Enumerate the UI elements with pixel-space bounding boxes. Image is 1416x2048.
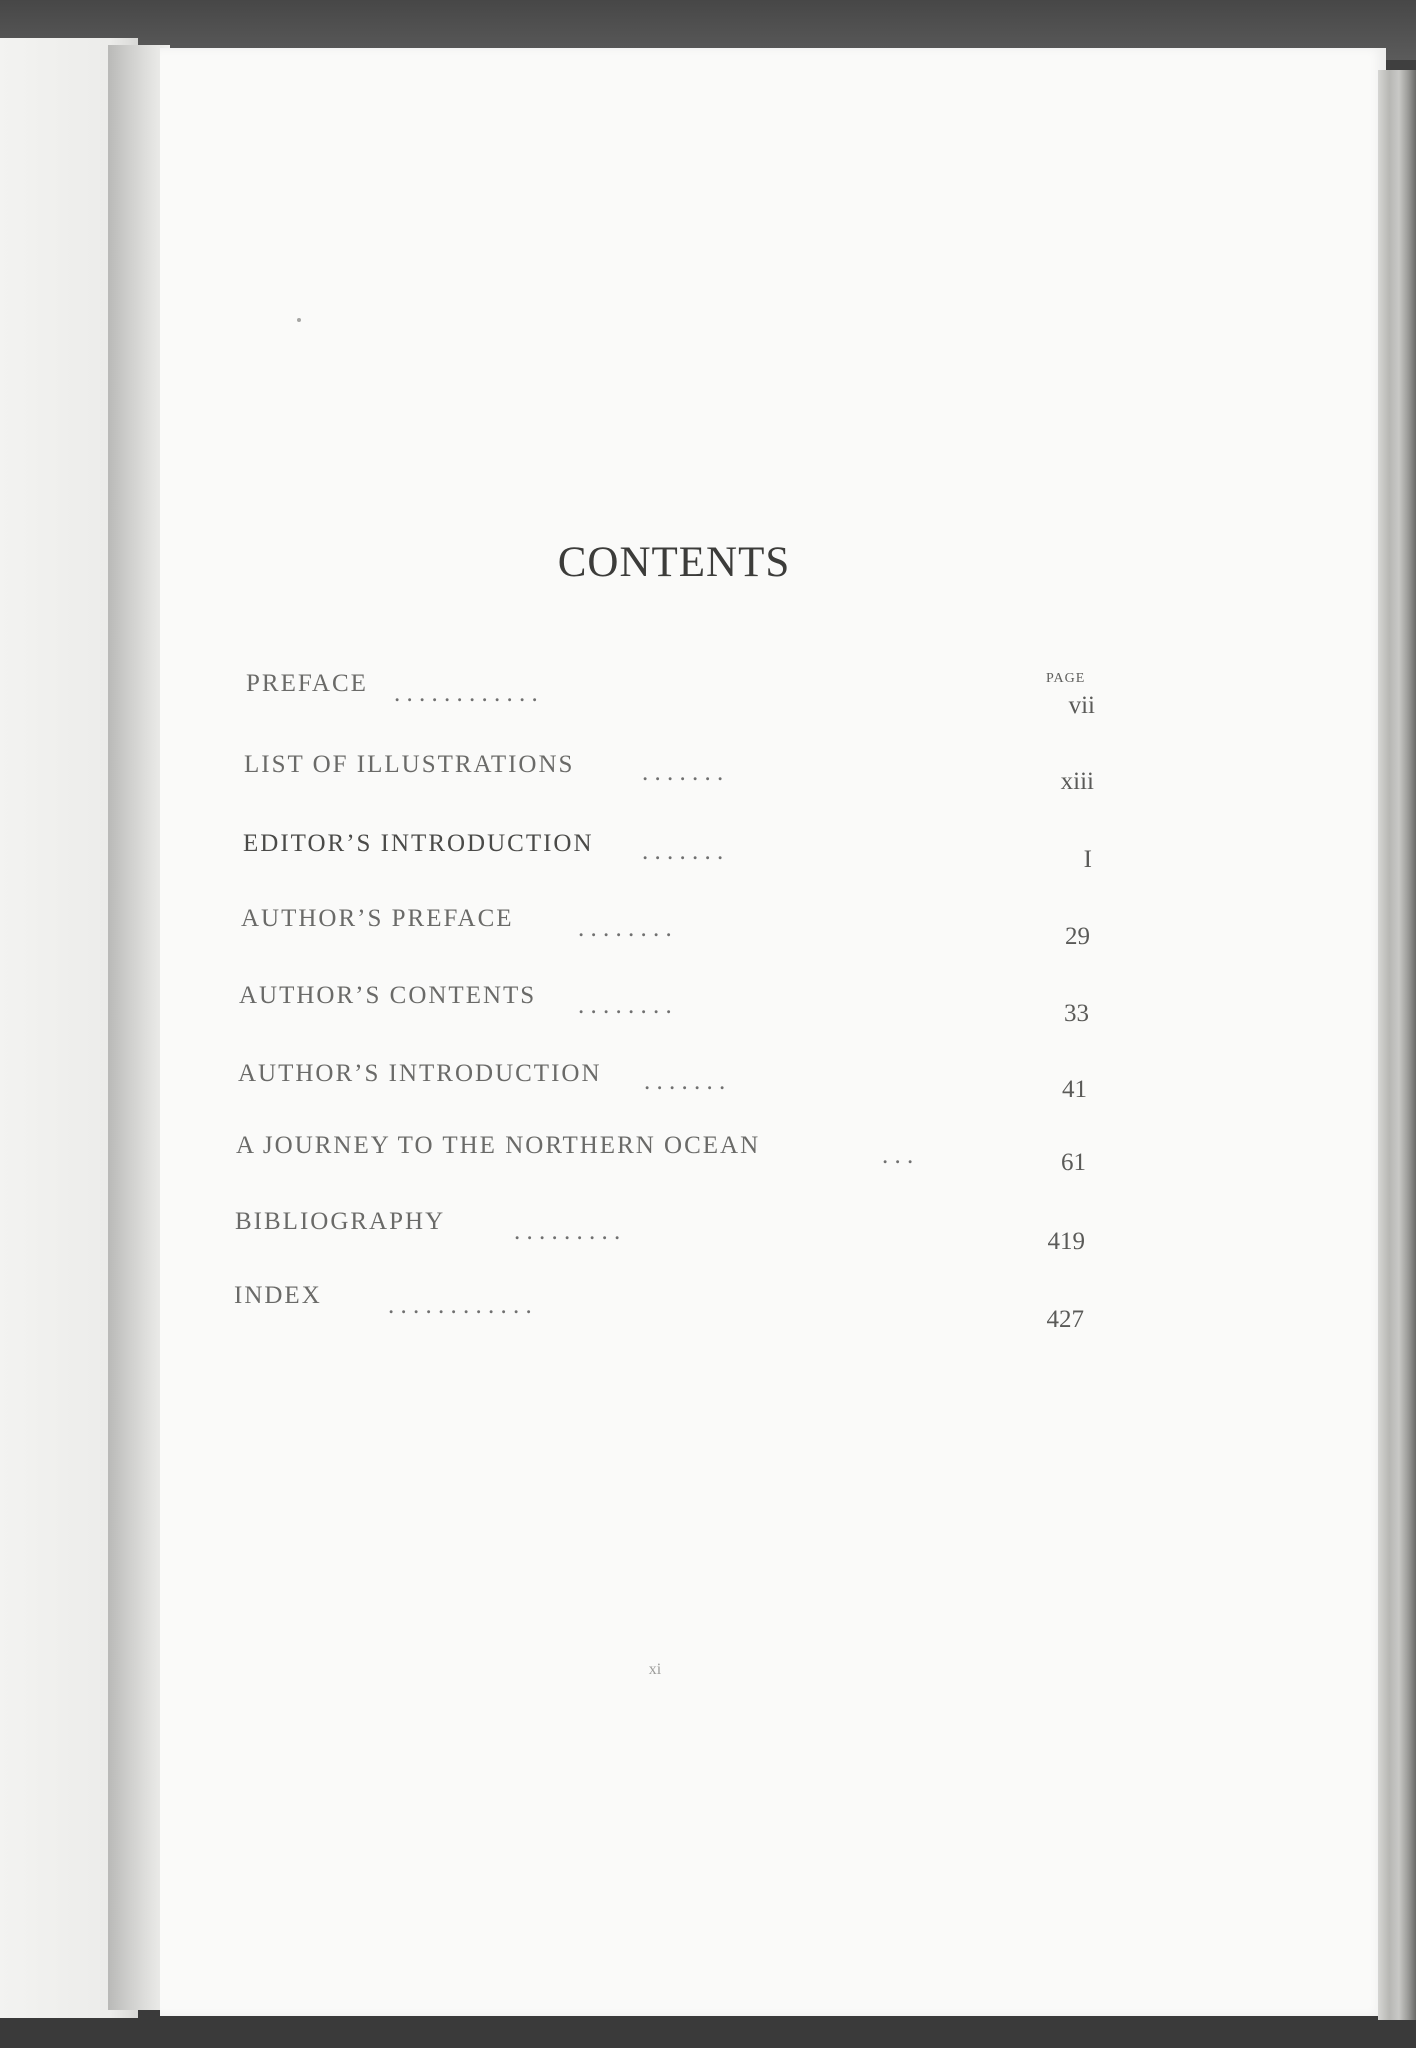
paper-speck	[297, 318, 301, 322]
toc-dot-leader: . . . . . . . .	[578, 992, 672, 1019]
toc-dot-leader: . . . . . . . . . . . .	[394, 680, 538, 707]
toc-entry-page: xiii	[1060, 768, 1094, 795]
toc-dot-leader: . . . . . . . . .	[514, 1218, 621, 1245]
toc-entry-title: LIST OF ILLUSTRATIONS	[244, 751, 575, 778]
toc-entry-title: AUTHOR’S CONTENTS	[239, 982, 537, 1009]
toc-entry-title: A JOURNEY TO THE NORTHERN OCEAN	[236, 1132, 761, 1159]
book-fore-edge	[1378, 70, 1416, 2020]
toc-dot-leader: . . . . . . . .	[578, 915, 672, 942]
page-column-label: PAGE	[1046, 671, 1086, 686]
toc-entry-page: 427	[1046, 1306, 1084, 1333]
contents-heading: CONTENTS	[557, 539, 791, 586]
toc-entry-page: 419	[1047, 1228, 1085, 1255]
toc-entry-page: I	[1083, 846, 1092, 873]
page-number: xi	[648, 1661, 662, 1678]
toc-entry-title: PREFACE	[246, 670, 368, 697]
toc-dot-leader: . . . . . . . . . . . .	[388, 1292, 532, 1319]
toc-entry-page: 29	[1065, 923, 1090, 950]
toc-entry-page: 41	[1062, 1076, 1087, 1103]
toc-entry-page: 61	[1061, 1149, 1086, 1176]
right-page	[160, 48, 1386, 2016]
toc-entry-title: INDEX	[234, 1282, 322, 1309]
toc-dot-leader: . . . . . . .	[642, 838, 724, 865]
toc-entry-page: 33	[1064, 1000, 1089, 1027]
toc-entry-page: vii	[1068, 692, 1095, 719]
toc-entry-title: BIBLIOGRAPHY	[235, 1208, 446, 1235]
toc-entry-title: AUTHOR’S INTRODUCTION	[238, 1060, 602, 1087]
toc-entry-title: AUTHOR’S PREFACE	[241, 905, 514, 932]
toc-entry-title: EDITOR’S INTRODUCTION	[243, 830, 594, 857]
toc-dot-leader: . . .	[882, 1142, 914, 1169]
toc-dot-leader: . . . . . . .	[642, 759, 724, 786]
toc-dot-leader: . . . . . . .	[644, 1068, 726, 1095]
